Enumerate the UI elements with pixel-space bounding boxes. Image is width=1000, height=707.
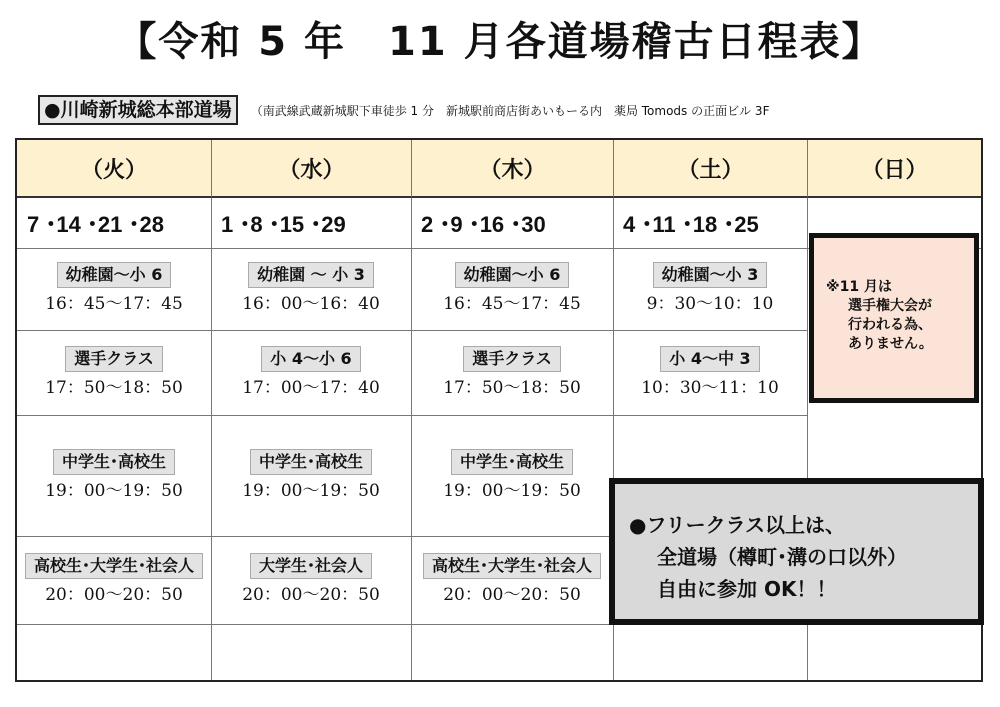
class-time: 10：30～11：10	[641, 377, 779, 398]
class-slot	[411, 330, 613, 415]
class-label: 小 4～中 3	[660, 346, 759, 372]
class-label: 選手クラス	[463, 346, 561, 372]
day-header: （水）	[211, 140, 411, 198]
day-dates: 2 ･9 ･16 ･30	[421, 211, 546, 237]
class-time: 19：00～19：50	[242, 480, 380, 501]
free-class-note-line: 自由に参加 OK！！	[657, 577, 837, 601]
dojo-name: ●川崎新城総本部道場	[38, 95, 238, 125]
class-slot	[211, 415, 411, 536]
class-time: 20：00～20：50	[443, 585, 581, 605]
class-slot	[17, 536, 211, 624]
day-dates: 4 ･11 ･18 ･25	[623, 211, 759, 237]
class-time: 16：45～17：45	[45, 294, 183, 314]
sunday-note	[809, 233, 979, 403]
day-dates: 7 ･14 ･21 ･28	[27, 211, 164, 237]
class-slot	[211, 330, 411, 415]
class-label: 中学生･高校生	[250, 449, 372, 475]
class-label: 幼稚園 ～ 小 3	[248, 262, 374, 288]
dojo-address: （南武線武蔵新城駅下車徒歩 1 分 新城駅前商店街あいもーる内 薬局 Tomods の正面ビル 3F	[250, 103, 770, 118]
day-header: （日）	[807, 140, 981, 198]
day-dates: 1 ･8 ･15 ･29	[221, 211, 346, 237]
class-slot	[17, 330, 211, 415]
dojo-info	[38, 95, 769, 125]
class-label: 高校生･大学生･社会人	[25, 553, 203, 579]
class-slot	[17, 248, 211, 330]
class-label: 幼稚園～小 3	[653, 262, 768, 288]
class-slot	[613, 248, 807, 330]
class-time: 19：00～19：50	[443, 480, 581, 501]
free-class-note	[609, 478, 984, 625]
class-label: 幼稚園～小 6	[57, 262, 172, 288]
class-label: 幼稚園～小 6	[455, 262, 570, 288]
class-slot	[411, 248, 613, 330]
class-time: 17：00～17：40	[242, 377, 380, 398]
page-title: 【令和 5 年 11 月各道場稽古日程表】	[116, 19, 884, 65]
sunday-note-line: 選手権大会が	[848, 298, 932, 314]
class-label: 高校生･大学生･社会人	[423, 553, 601, 579]
class-label: 中学生･高校生	[451, 449, 573, 475]
sunday-note-line: ※11 月は	[826, 279, 892, 295]
class-time: 17：50～18：50	[443, 377, 581, 398]
class-time: 16：00～16：40	[242, 294, 380, 314]
day-header: （木）	[411, 140, 613, 198]
class-slot	[17, 415, 211, 536]
free-class-note-line: ●フリークラス以上は、	[629, 513, 846, 537]
class-label: 小 4～小 6	[261, 346, 360, 372]
day-header: （火）	[17, 140, 211, 198]
class-slot	[211, 536, 411, 624]
class-time: 19：00～19：50	[45, 480, 183, 501]
free-class-note-line: 全道場（樽町･溝の口以外）	[657, 545, 907, 569]
class-time: 20：00～20：50	[45, 585, 183, 605]
sunday-note-line: ありません。	[848, 336, 933, 352]
class-slot	[411, 415, 613, 536]
class-slot	[211, 248, 411, 330]
class-time: 16：45～17：45	[443, 294, 581, 314]
sunday-note-line: 行われる為、	[848, 317, 932, 333]
class-label: 中学生･高校生	[53, 449, 175, 475]
class-slot	[613, 330, 807, 415]
class-label: 大学生･社会人	[250, 553, 372, 579]
day-header: （土）	[613, 140, 807, 198]
class-label: 選手クラス	[65, 346, 163, 372]
class-time: 20：00～20：50	[242, 585, 380, 605]
class-time: 9：30～10：10	[646, 294, 774, 314]
class-time: 17：50～18：50	[45, 377, 183, 398]
class-slot	[411, 536, 613, 624]
